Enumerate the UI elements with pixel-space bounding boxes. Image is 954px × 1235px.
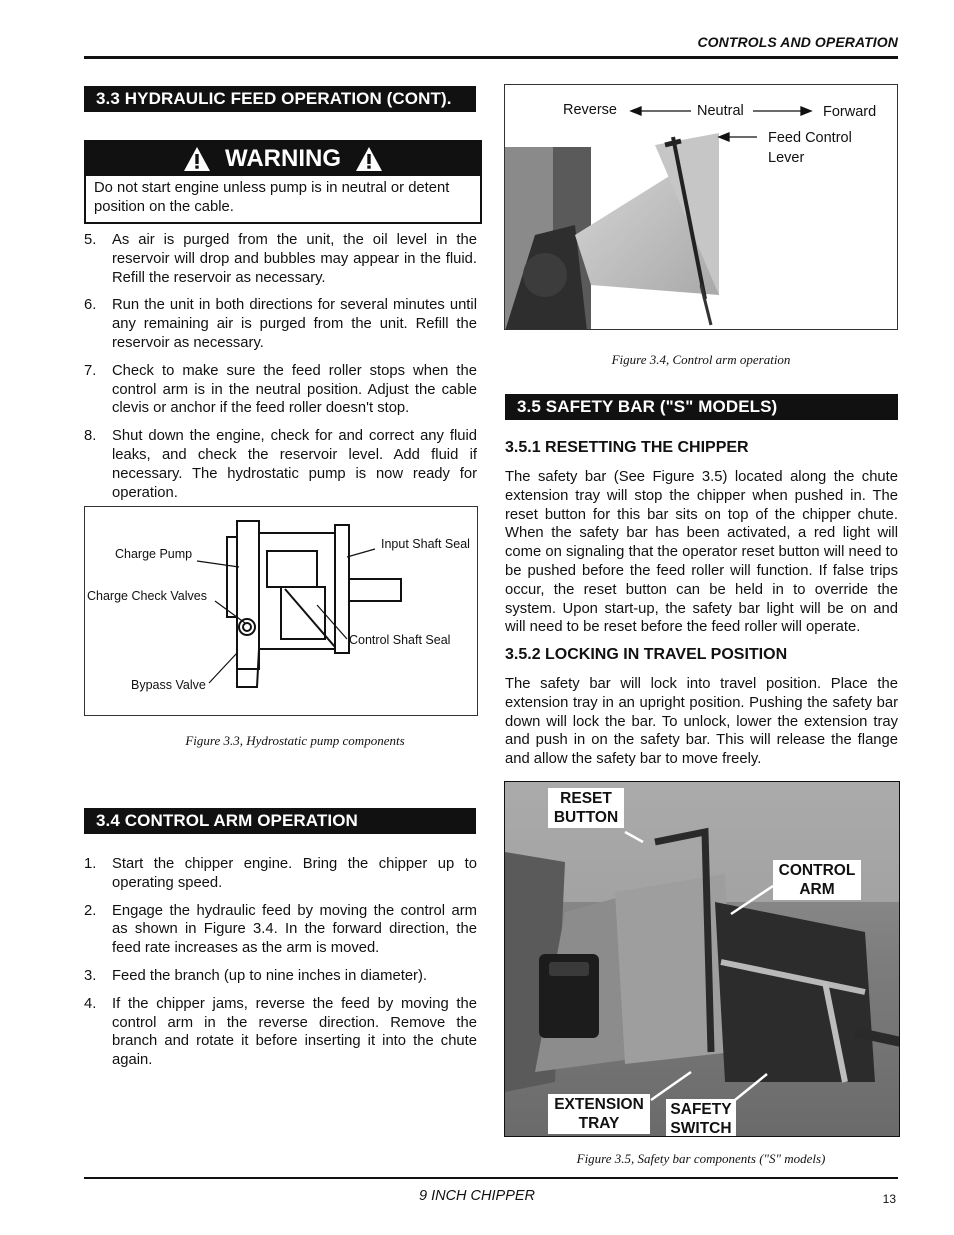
item-number: 6.: [84, 297, 97, 314]
hydrostatic-pump-drawing: [85, 507, 478, 716]
item-text: Feed the branch (up to nine inches in diameter).: [112, 967, 428, 984]
figure-3-5-caption: Figure 3.5, Safety bar components ("S" models): [576, 1151, 826, 1166]
warning-triangle-icon: [355, 146, 383, 172]
list-item: [84, 902, 477, 958]
list-item: [84, 296, 477, 352]
page-number: 13: [882, 1192, 896, 1206]
callout-control-arm: [773, 860, 861, 900]
item-text: If the chipper jams, reverse the feed by moving the control arm in the reverse direction. Remove the branch and rotate it before inserting it into the chute again.: [112, 995, 477, 1069]
subsection-3-5-2-text: The safety bar will lock into travel position. Place the extension tray in an upright position. Pushing the safety bar down will lock the bar. To unlock, lower the extension tray and push in on the safety bar. This will release the flange and allow the safety bar to move freely.: [505, 676, 898, 768]
section-3-5-heading: 3.5 SAFETY BAR ("S" MODELS): [505, 394, 898, 420]
item-text: Shut down the engine, check for and correct any fluid leaks, and check the reservoir level. Add fluid if necessary. The hydrostatic pump is now ready for operation.: [112, 428, 477, 501]
callout-line: SWITCH: [670, 1120, 732, 1137]
footer-title: 9 INCH CHIPPER: [418, 1188, 536, 1204]
warning-text: Do not start engine unless pump is in neutral or detent position on the cable.: [94, 180, 450, 215]
list-item: [84, 362, 477, 418]
item-text: Start the chipper engine. Bring the chipper up to operating speed.: [112, 856, 477, 891]
subsection-3-5-1-heading: 3.5.1 RESETTING THE CHIPPER: [505, 439, 749, 456]
item-number: 4.: [84, 995, 97, 1012]
item-number: 1.: [84, 856, 97, 872]
callout-line: EXTENSION: [554, 1096, 644, 1113]
figure-3-4-caption: Figure 3.4, Control arm operation: [611, 352, 791, 367]
callout-line: TRAY: [578, 1115, 620, 1132]
section-3-3-list: [84, 231, 477, 502]
label-charge-check-valves: Charge Check Valves: [87, 589, 207, 603]
item-number: 5.: [84, 232, 97, 248]
warning-box: [84, 140, 482, 224]
label-charge-pump: Charge Pump: [115, 547, 193, 561]
item-text: As air is purged from the unit, the oil level in the reservoir will drop and bubbles may appear in the fluid. Refill the reservoir as necessary.: [112, 232, 477, 286]
subsection-3-5-1-text: The safety bar (See Figure 3.5) located along the chute extension tray will stop the chipper when pushed in. The reset button for this bar sits on top of the chipper chute. When the safety bar has been activated, a red light will come on signaling that the operator reset button will need to be pushed before the feed roller will function. If false trips occur, the reset button can be held in to override the system. Upon start-up, the safety bar light will be on and will need to be reset before the feed roller will operate.: [505, 469, 898, 636]
figure-3-3-caption: Figure 3.3, Hydrostatic pump components: [185, 733, 405, 748]
callout-line: CONTROL: [778, 862, 856, 879]
label-control-shaft-seal: Control Shaft Seal: [349, 633, 451, 647]
label-lever: Lever: [768, 150, 805, 166]
item-number: 7.: [84, 362, 97, 379]
item-number: 8.: [84, 428, 97, 445]
control-arm-photo: [505, 85, 898, 330]
item-number: 2.: [84, 902, 97, 919]
list-item: [84, 995, 477, 1070]
callout-safety-switch: [666, 1099, 736, 1137]
callout-line: BUTTON: [553, 809, 619, 826]
list-item: [84, 967, 477, 986]
warning-triangle-icon: [183, 146, 211, 172]
section-3-4-heading: 3.4 CONTROL ARM OPERATION: [84, 808, 476, 834]
callout-line: SAFETY: [670, 1101, 732, 1118]
item-text: Run the unit in both directions for several minutes until any remaining air is purged from the unit. Refill the reservoir as necessary.: [112, 297, 477, 351]
safety-bar-photo: [505, 782, 900, 1137]
label-reverse: Reverse: [563, 102, 617, 118]
figure-3-4-photo: [504, 84, 898, 330]
item-number: 3.: [84, 967, 97, 984]
section-3-3-heading: 3.3 HYDRAULIC FEED OPERATION (CONT).: [84, 86, 476, 112]
label-neutral: Neutral: [697, 103, 744, 119]
item-text: Check to make sure the feed roller stops when the control arm is in the neutral position. Adjust the cable clevis or anchor if the feed roller doesn't stop.: [112, 362, 477, 417]
label-forward: Forward: [823, 104, 877, 120]
list-item: [84, 427, 477, 502]
label-bypass-valve: Bypass Valve: [131, 678, 206, 692]
figure-3-3-diagram: [84, 506, 478, 716]
callout-line: RESET: [560, 790, 612, 807]
figure-3-5-photo: [504, 781, 900, 1137]
callout-reset-button: [548, 788, 624, 828]
callout-line: ARM: [799, 881, 835, 898]
label-input-shaft-seal: Input Shaft Seal: [381, 537, 470, 551]
section-3-4-list: [84, 855, 477, 1070]
label-feed-control: Feed Control: [768, 130, 852, 146]
header-rule: [84, 56, 898, 59]
item-text: Engage the hydraulic feed by moving the control arm as shown in Figure 3.4. In the forward direction, the feed rate increases as the arm is moved.: [112, 902, 477, 957]
list-item: [84, 855, 477, 893]
warning-title: WARNING: [225, 145, 341, 172]
list-item: [84, 231, 477, 287]
warning-header: [86, 142, 480, 176]
callout-extension-tray: [548, 1094, 650, 1134]
footer-rule: [84, 1177, 898, 1179]
subsection-3-5-2-heading: 3.5.2 LOCKING IN TRAVEL POSITION: [505, 646, 788, 663]
running-header: CONTROLS AND OPERATION: [697, 34, 898, 50]
